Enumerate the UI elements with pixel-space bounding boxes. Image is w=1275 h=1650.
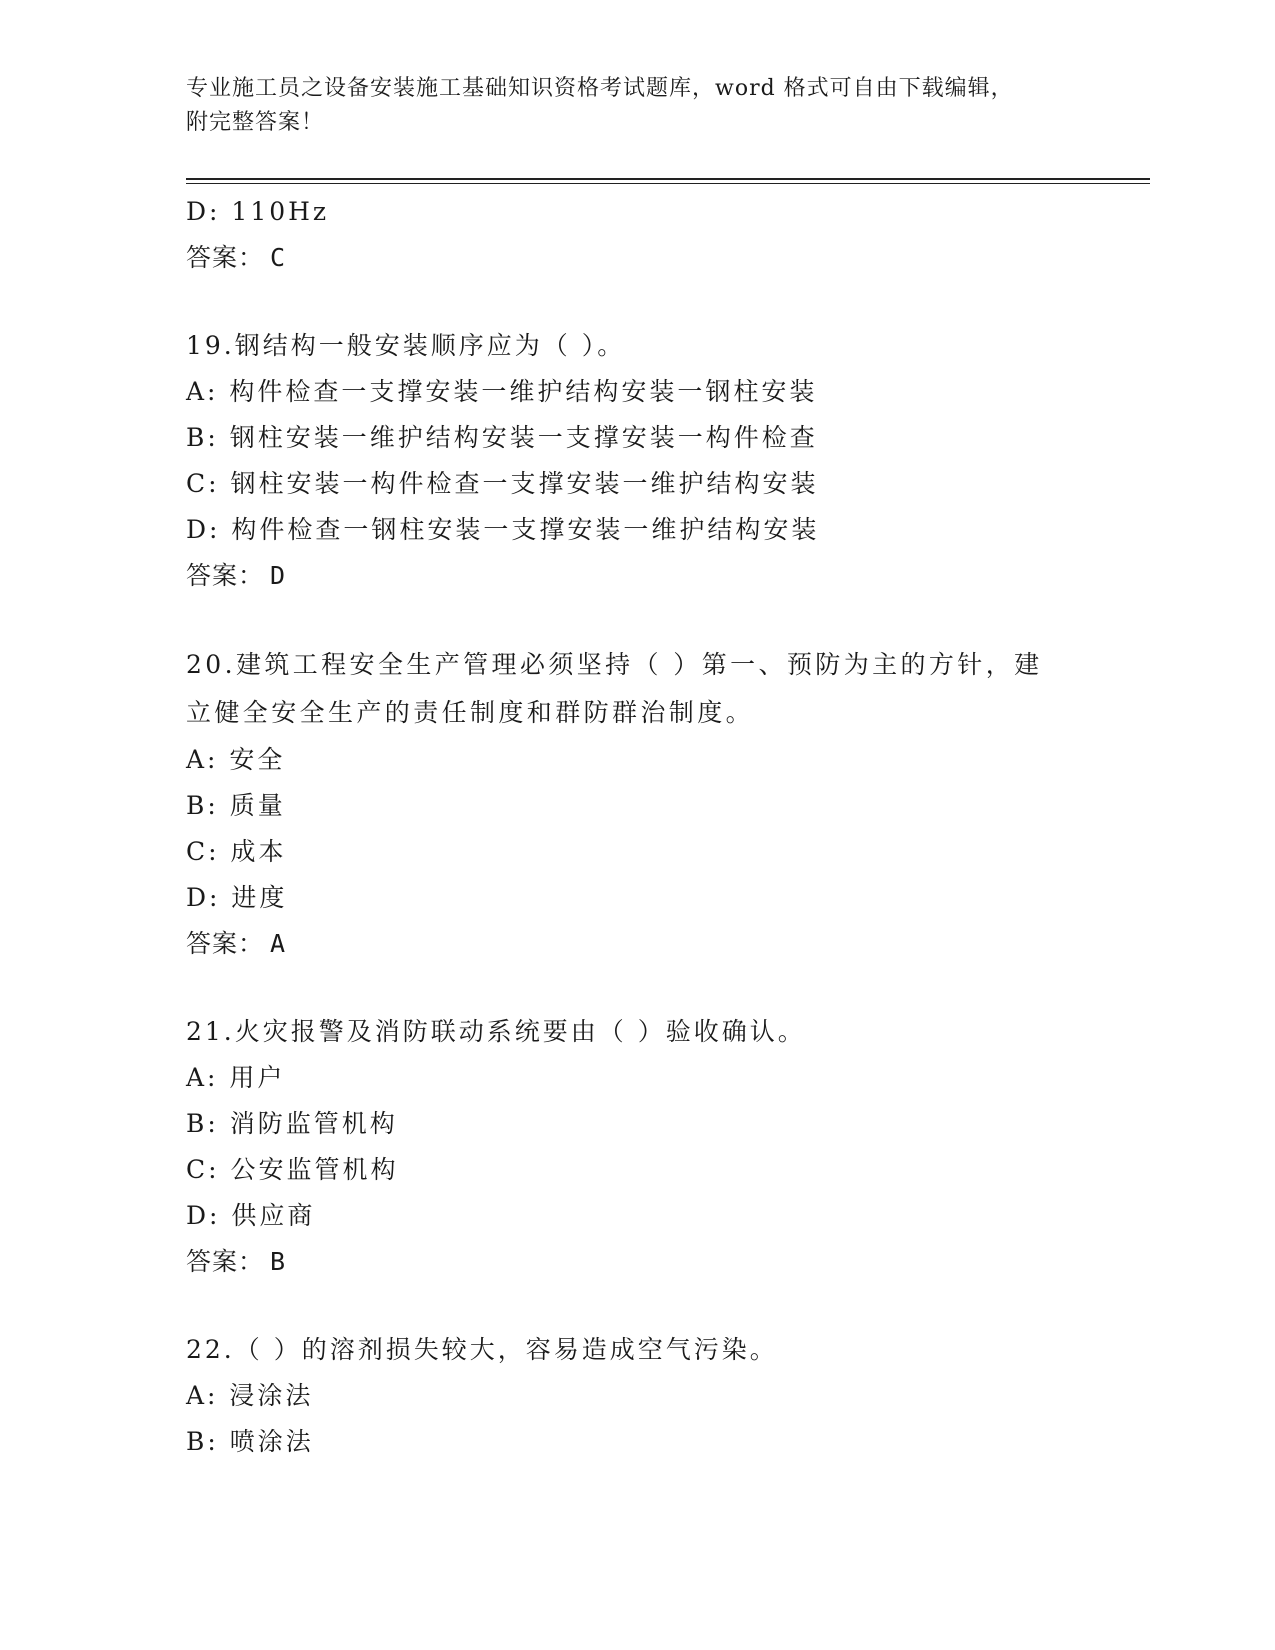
option-a: A: 构件检查一支撑安装一维护结构安装一钢柱安装 [186, 377, 818, 406]
answer-label: 答案： [186, 243, 265, 272]
answer-line [186, 921, 1086, 967]
option-d: D: 110Hz [186, 197, 330, 226]
answer-value: C [270, 243, 287, 272]
question-list [186, 189, 1086, 1465]
header-rule-thin [186, 183, 1150, 184]
answer-label: 答案： [186, 929, 265, 958]
option-d: D: 进度 [186, 883, 288, 912]
answer-value: D [270, 561, 287, 590]
header-line-1: 专业施工员之设备安装施工基础知识资格考试题库，word 格式可自由下载编辑， [186, 76, 1014, 101]
option-b: B: 消防监管机构 [186, 1109, 398, 1138]
header-line-2: 附完整答案！ [186, 110, 325, 135]
answer-line [186, 235, 1086, 281]
option-c: C: 钢柱安装一构件检查一支撑安装一维护结构安装 [186, 469, 819, 498]
answer-line [186, 553, 1086, 599]
option-a: A: 用户 [186, 1063, 286, 1092]
option-c: C: 公安监管机构 [186, 1155, 399, 1184]
question-stem: 21.火灾报警及消防联动系统要由（ ）验收确认。 [186, 1017, 806, 1046]
option-b: B: 钢柱安装一维护结构安装一支撑安装一构件检查 [186, 423, 818, 452]
answer-label: 答案： [186, 1247, 265, 1276]
option-c: C: 成本 [186, 837, 287, 866]
option-d: D: 供应商 [186, 1201, 316, 1230]
option-a: A: 浸涂法 [186, 1381, 314, 1410]
option-b: B: 质量 [186, 791, 286, 820]
header-rule-thick [186, 178, 1150, 180]
option-a: A: 安全 [186, 745, 286, 774]
answer-label: 答案： [186, 561, 265, 590]
document-header [186, 72, 1066, 140]
option-b: B: 喷涂法 [186, 1427, 314, 1456]
answer-value: B [270, 1247, 287, 1276]
question-stem: 22.（ ）的溶剂损失较大，容易造成空气污染。 [186, 1335, 778, 1364]
option-d: D: 构件检查一钢柱安装一支撑安装一维护结构安装 [186, 515, 820, 544]
question-stem: 20.建筑工程安全生产管理必须坚持（ ）第一、预防为主的方针，建立健全安全生产的责任制度和群防群治制度。 [186, 650, 1043, 727]
answer-value: A [270, 929, 287, 958]
question-stem: 19.钢结构一般安装顺序应为（ ）。 [186, 331, 626, 360]
answer-line [186, 1239, 1086, 1285]
